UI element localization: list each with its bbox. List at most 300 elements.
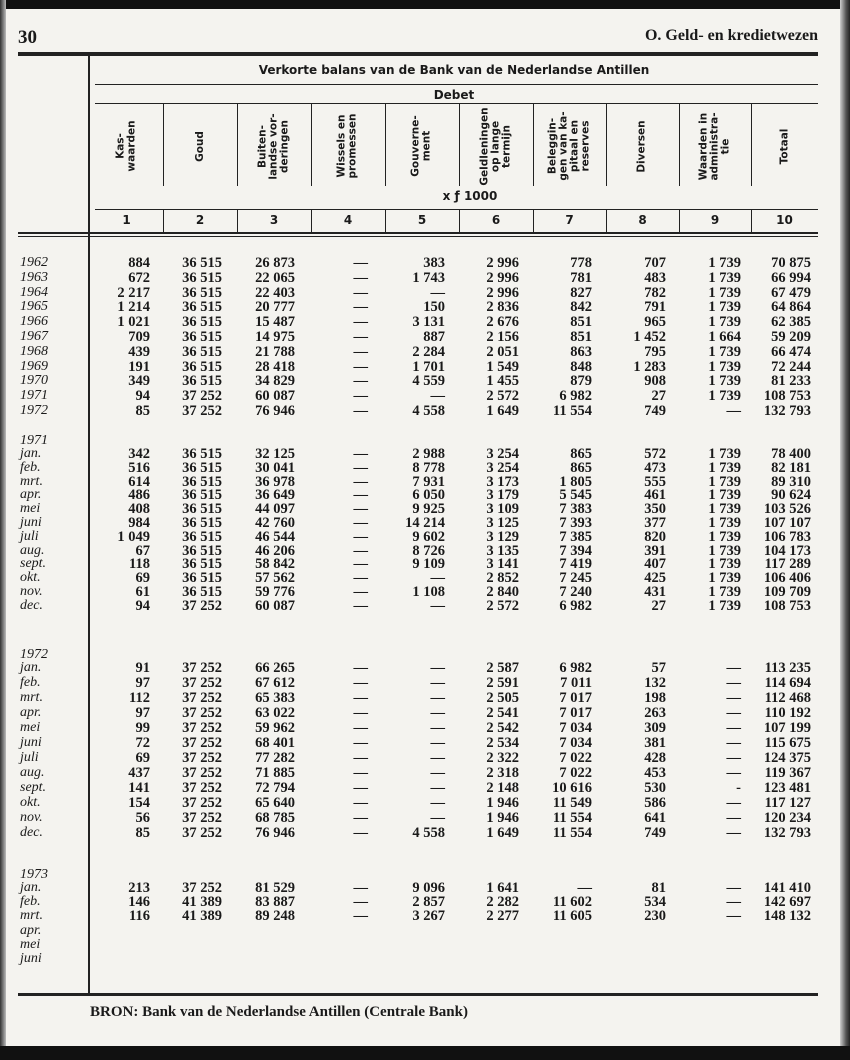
table-cell: 1 739 [708, 373, 741, 390]
table-row [0, 271, 850, 285]
table-cell: 114 694 [764, 675, 811, 691]
table-row [0, 736, 850, 750]
table-row [0, 530, 850, 544]
table-cell: 108 753 [763, 388, 811, 405]
table-cell: 66 994 [771, 269, 811, 286]
table-cell: 2 322 [486, 750, 519, 766]
table-cell: 116 [129, 908, 150, 925]
table-row [0, 256, 850, 270]
table-cell: 94 [135, 597, 150, 614]
row-label: juni [20, 735, 42, 750]
column-header-label: Geldleningen op lange termijn [478, 106, 513, 186]
column-divider [459, 210, 460, 232]
table-cell: 7 419 [559, 556, 592, 573]
table-cell: — [353, 735, 368, 751]
table-cell: 68 785 [255, 810, 295, 826]
table-cell: — [353, 373, 368, 390]
table-row [0, 781, 850, 795]
table-cell: 113 235 [764, 660, 811, 676]
table-cell: 81 529 [255, 880, 295, 896]
table-cell: 887 [423, 329, 445, 345]
table-cell: — [353, 660, 368, 676]
table-cell: — [430, 810, 445, 826]
table-cell: 57 [651, 660, 666, 676]
table-cell: 109 709 [763, 584, 811, 600]
table-cell: 3 141 [486, 556, 519, 573]
row-label: feb. [20, 675, 41, 690]
table-cell: 7 022 [559, 750, 592, 766]
table-cell: 8 778 [412, 459, 445, 476]
table-row [0, 881, 850, 895]
table-cell: 9 096 [412, 880, 445, 896]
unit-label: x ƒ 1000 [442, 189, 498, 203]
table-cell: 1 739 [708, 343, 741, 360]
table-row [0, 461, 850, 475]
table-cell: 9 925 [412, 501, 445, 518]
table-cell: 795 [644, 343, 666, 360]
table-cell: 15 487 [255, 314, 295, 331]
table-row [0, 374, 850, 388]
table-cell: 9 602 [412, 528, 445, 545]
table-cell: 377 [644, 515, 666, 531]
table-cell: — [577, 880, 592, 896]
table-row [0, 766, 850, 780]
table-cell: 453 [644, 765, 666, 781]
table-cell: 749 [644, 403, 666, 419]
table-row [0, 404, 850, 418]
row-label: mei [20, 936, 41, 952]
table-cell: 7 022 [559, 765, 592, 781]
table-cell: 81 [651, 880, 666, 896]
table-cell: 37 252 [182, 735, 222, 751]
table-cell: 108 753 [763, 597, 811, 614]
table-cell: 2 534 [486, 735, 519, 751]
table-cell: 76 946 [255, 403, 295, 419]
table-cell: 1 452 [633, 329, 666, 345]
table-cell: — [353, 299, 368, 316]
column-number: 1 [122, 213, 131, 227]
table-cell: 63 022 [255, 705, 295, 721]
table-cell: 37 252 [182, 750, 222, 766]
table-cell: — [353, 556, 368, 573]
table-cell: 27 [651, 388, 666, 405]
table-cell: 530 [644, 780, 666, 796]
table-row [0, 676, 850, 690]
table-row [0, 516, 850, 530]
table-row [0, 585, 850, 599]
table-cell: 749 [644, 825, 666, 841]
row-label: nov. [20, 810, 43, 825]
table-cell: 407 [644, 556, 666, 573]
table-cell: 91 [135, 660, 150, 676]
table-cell: — [726, 908, 741, 925]
column-number: 5 [417, 213, 427, 227]
table-cell: 69 [135, 570, 150, 587]
column-header [606, 103, 679, 189]
top-rule [18, 52, 818, 56]
table-cell: 112 [129, 690, 150, 706]
table-cell: — [353, 269, 368, 286]
table-cell: 37 252 [182, 705, 222, 721]
table-cell: — [353, 765, 368, 781]
table-cell: 586 [644, 795, 666, 811]
table-cell: 230 [644, 908, 666, 925]
table-cell: — [353, 446, 368, 462]
block-heading: 1972 [20, 647, 48, 662]
table-cell: 1 739 [708, 528, 741, 545]
table-cell: 309 [644, 720, 666, 736]
table-cell: 37 252 [182, 810, 222, 826]
table-cell: 7 240 [559, 584, 592, 600]
table-cell: 37 252 [182, 825, 222, 841]
row-label: 1970 [20, 373, 48, 389]
table-cell: 68 401 [255, 735, 295, 751]
table-cell: 32 125 [255, 446, 295, 462]
table-cell: 107 107 [763, 515, 811, 531]
table-cell: 46 206 [255, 542, 295, 559]
table-cell: — [353, 597, 368, 614]
column-number: 8 [638, 213, 647, 227]
table-cell: — [430, 705, 445, 721]
table-cell: 3 254 [486, 459, 519, 476]
table-cell: 4 558 [412, 403, 445, 419]
table-cell: — [430, 795, 445, 811]
table-cell: 81 233 [771, 373, 811, 390]
table-cell: 8 726 [412, 542, 445, 559]
table-cell: 46 544 [255, 528, 295, 545]
table-cell: 428 [644, 750, 666, 766]
table-cell: 1 739 [708, 556, 741, 573]
table-cell: 119 367 [764, 765, 811, 781]
table-cell: 1 739 [708, 358, 741, 375]
table-cell: 2 857 [412, 894, 445, 911]
table-cell: 879 [570, 373, 592, 390]
table-cell: 2 996 [486, 284, 519, 301]
table-row [0, 952, 850, 966]
table-cell: — [353, 825, 368, 841]
column-divider [311, 210, 312, 232]
table-row [0, 691, 850, 705]
table-cell: 848 [570, 358, 592, 375]
table-cell: 37 252 [182, 690, 222, 706]
table-cell: 72 [135, 735, 150, 751]
table-cell: 1 946 [486, 795, 519, 811]
column-header-label: Waarden in administra- tie [697, 111, 732, 181]
table-cell: 141 [128, 780, 150, 796]
table-cell: — [430, 570, 445, 587]
row-label: dec. [20, 825, 43, 840]
table-cell: — [353, 780, 368, 796]
row-label: 1967 [20, 329, 48, 344]
title-rule [95, 84, 818, 85]
table-cell: 191 [128, 358, 150, 375]
table-cell: 7 011 [560, 675, 592, 691]
table-cell: 2 572 [486, 388, 519, 405]
table-cell: 36 515 [182, 299, 222, 316]
table-cell: 59 209 [771, 329, 811, 345]
table-cell: 36 515 [182, 528, 222, 545]
row-label: feb. [20, 459, 41, 475]
table-cell: 7 017 [559, 705, 592, 721]
table-cell: 7 034 [559, 735, 592, 751]
table-cell: 78 400 [771, 446, 811, 462]
table-cell: 7 931 [412, 473, 445, 490]
table-cell: 36 515 [182, 343, 222, 360]
table-cell: 89 248 [255, 908, 295, 925]
table-row [0, 895, 850, 909]
table-cell: 59 962 [255, 720, 295, 736]
table-cell: 34 829 [255, 373, 295, 390]
table-cell: 142 697 [763, 894, 811, 911]
table-cell: — [353, 501, 368, 518]
column-header [90, 103, 163, 189]
table-cell: 146 [128, 894, 150, 911]
table-cell: 2 542 [486, 720, 519, 736]
table-row [0, 447, 850, 461]
table-title: Verkorte balans van de Bank van de Nederlandse Antillen [258, 63, 650, 77]
page-number: 30 [18, 27, 37, 48]
table-cell: 2 840 [486, 584, 519, 600]
table-cell: 65 383 [255, 690, 295, 706]
row-label: aug. [20, 542, 45, 558]
table-cell: 36 649 [255, 487, 295, 504]
table-cell: — [726, 765, 741, 781]
column-number: 2 [195, 213, 205, 227]
table-cell: — [353, 705, 368, 721]
table-cell: - [736, 780, 741, 796]
table-cell: 71 885 [255, 765, 295, 781]
table-row [0, 796, 850, 810]
row-label: okt. [20, 795, 41, 810]
table-row [0, 330, 850, 344]
table-cell: — [353, 795, 368, 811]
table-cell: 14 214 [405, 515, 445, 531]
table-cell: 36 515 [182, 501, 222, 518]
table-cell: 1 739 [708, 314, 741, 331]
column-header [237, 103, 311, 189]
table-cell: 439 [128, 343, 150, 360]
header-rule [95, 209, 818, 210]
row-label: mrt. [20, 473, 43, 489]
table-cell: — [726, 735, 741, 751]
table-cell: 112 468 [764, 690, 811, 706]
table-cell: — [726, 675, 741, 691]
table-cell: 69 [135, 750, 150, 766]
table-cell: 36 515 [182, 515, 222, 531]
table-cell: 965 [644, 314, 666, 331]
table-cell: — [353, 880, 368, 896]
row-label: 1962 [20, 255, 48, 270]
table-cell: 141 410 [763, 880, 811, 896]
row-label: apr. [20, 922, 42, 938]
row-label: juli [20, 750, 39, 765]
table-cell: 67 612 [255, 675, 295, 691]
table-cell: 2 676 [486, 314, 519, 331]
row-label: okt. [20, 570, 41, 586]
table-cell: 132 793 [763, 825, 811, 841]
table-row [0, 909, 850, 923]
column-number: 9 [710, 213, 720, 227]
table-cell: 9 109 [412, 556, 445, 573]
table-cell: 37 252 [182, 795, 222, 811]
table-cell: 7 394 [559, 542, 592, 559]
table-cell: 1 049 [117, 528, 150, 545]
table-cell: 123 481 [763, 780, 811, 796]
table-row [0, 938, 850, 952]
table-cell: 1 739 [708, 284, 741, 301]
table-cell: 65 640 [255, 795, 295, 811]
table-cell: 41 389 [182, 908, 222, 925]
table-cell: 115 675 [764, 735, 811, 751]
table-cell: 104 173 [763, 542, 811, 559]
table-cell: 1 739 [708, 473, 741, 490]
table-cell: 60 087 [255, 597, 295, 614]
table-cell: 2 318 [486, 765, 519, 781]
column-divider [751, 210, 752, 232]
table-cell: 3 267 [412, 908, 445, 925]
row-label: jan. [20, 446, 42, 461]
table-cell: — [353, 314, 368, 331]
table-cell: 1 649 [486, 825, 519, 841]
row-label: sept. [20, 556, 47, 572]
table-cell: 37 252 [182, 660, 222, 676]
row-label: 1964 [20, 284, 48, 300]
table-cell: 36 515 [182, 446, 222, 462]
table-cell: 791 [644, 299, 666, 316]
table-cell: 2 996 [486, 255, 519, 271]
table-cell: 555 [644, 473, 666, 490]
table-cell: 5 545 [559, 487, 592, 504]
row-label: mrt. [20, 908, 43, 924]
table-cell: — [726, 720, 741, 736]
table-cell: 6 982 [559, 597, 592, 614]
table-cell: 72 794 [255, 780, 295, 796]
table-cell: 76 946 [255, 825, 295, 841]
table-row [0, 811, 850, 825]
column-header-label: Goud [193, 130, 206, 162]
column-number: 10 [776, 213, 793, 227]
table-cell: 44 097 [255, 501, 295, 518]
table-cell: 7 385 [559, 528, 592, 545]
table-cell: — [353, 908, 368, 925]
table-cell: 11 554 [552, 403, 592, 419]
table-cell: 2 852 [486, 570, 519, 587]
table-cell: 37 252 [182, 403, 222, 419]
table-cell: 1 739 [708, 388, 741, 405]
table-cell: — [726, 894, 741, 911]
table-cell: 36 515 [182, 284, 222, 301]
table-cell: — [353, 473, 368, 490]
table-row [0, 751, 850, 765]
column-header-label: Totaal [778, 128, 790, 164]
row-label: apr. [20, 487, 42, 503]
row-label: 1965 [20, 299, 48, 315]
table-cell: 42 760 [255, 515, 295, 531]
row-label: apr. [20, 705, 42, 720]
table-cell: 28 418 [255, 358, 295, 375]
table-cell: 27 [651, 597, 666, 614]
table-cell: 851 [570, 329, 592, 345]
table-cell: 94 [135, 388, 150, 405]
table-cell: 2 277 [486, 908, 519, 925]
table-cell: 7 393 [559, 515, 592, 531]
scan-bottom-border [0, 1046, 850, 1060]
table-cell: 884 [128, 255, 150, 271]
table-cell: 99 [135, 720, 150, 736]
table-cell: 2 156 [486, 329, 519, 345]
table-cell: 37 252 [182, 597, 222, 614]
table-cell: 77 282 [255, 750, 295, 766]
table-cell: 437 [128, 765, 150, 781]
column-header-label: Wissels en promessen [335, 113, 359, 179]
table-cell: 2 996 [486, 269, 519, 286]
table-cell: 7 245 [559, 570, 592, 587]
table-cell: 534 [644, 894, 666, 911]
table-cell: 36 515 [182, 487, 222, 504]
table-row [0, 345, 850, 359]
table-cell: — [726, 690, 741, 706]
table-cell: 3 179 [486, 487, 519, 504]
table-cell: — [353, 343, 368, 360]
table-cell: — [353, 284, 368, 301]
table-row [0, 924, 850, 938]
table-cell: 1 739 [708, 299, 741, 316]
table-cell: — [726, 705, 741, 721]
table-cell: 4 559 [412, 373, 445, 390]
table-cell: 67 [135, 542, 150, 559]
table-cell: 117 127 [764, 795, 811, 811]
table-cell: — [726, 750, 741, 766]
table-cell: 61 [135, 584, 150, 600]
table-cell: 1 739 [708, 515, 741, 531]
row-label: juni [20, 515, 42, 530]
table-cell: 110 192 [764, 705, 811, 721]
table-cell: 37 252 [182, 675, 222, 691]
table-cell: — [353, 720, 368, 736]
row-label: juni [20, 951, 42, 966]
table-cell: 820 [644, 528, 666, 545]
column-number: 6 [491, 213, 501, 227]
table-cell: 778 [570, 255, 592, 271]
table-row [0, 389, 850, 403]
scan-top-border [0, 0, 850, 9]
table-cell: 263 [644, 705, 666, 721]
table-cell: 3 129 [486, 528, 519, 545]
table-cell: 1 739 [708, 597, 741, 614]
table-cell: 614 [128, 473, 150, 490]
table-cell: — [353, 358, 368, 375]
table-cell: 391 [644, 542, 666, 559]
table-cell: 1 739 [708, 570, 741, 587]
table-cell: 103 526 [763, 501, 811, 518]
table-cell: — [726, 880, 741, 896]
table-cell: — [353, 690, 368, 706]
column-divider [533, 210, 534, 232]
chapter-title: O. Geld- en kredietwezen [644, 27, 818, 44]
column-divider [385, 210, 386, 232]
table-cell: — [353, 528, 368, 545]
table-row [0, 286, 850, 300]
table-cell: 150 [423, 299, 445, 316]
table-cell: — [353, 542, 368, 559]
table-cell: 14 975 [255, 329, 295, 345]
table-cell: 672 [128, 269, 150, 286]
table-cell: 425 [644, 570, 666, 587]
table-cell: 383 [423, 255, 445, 271]
table-cell: 41 389 [182, 894, 222, 911]
table-cell: 1 649 [486, 403, 519, 419]
table-cell: — [430, 690, 445, 706]
